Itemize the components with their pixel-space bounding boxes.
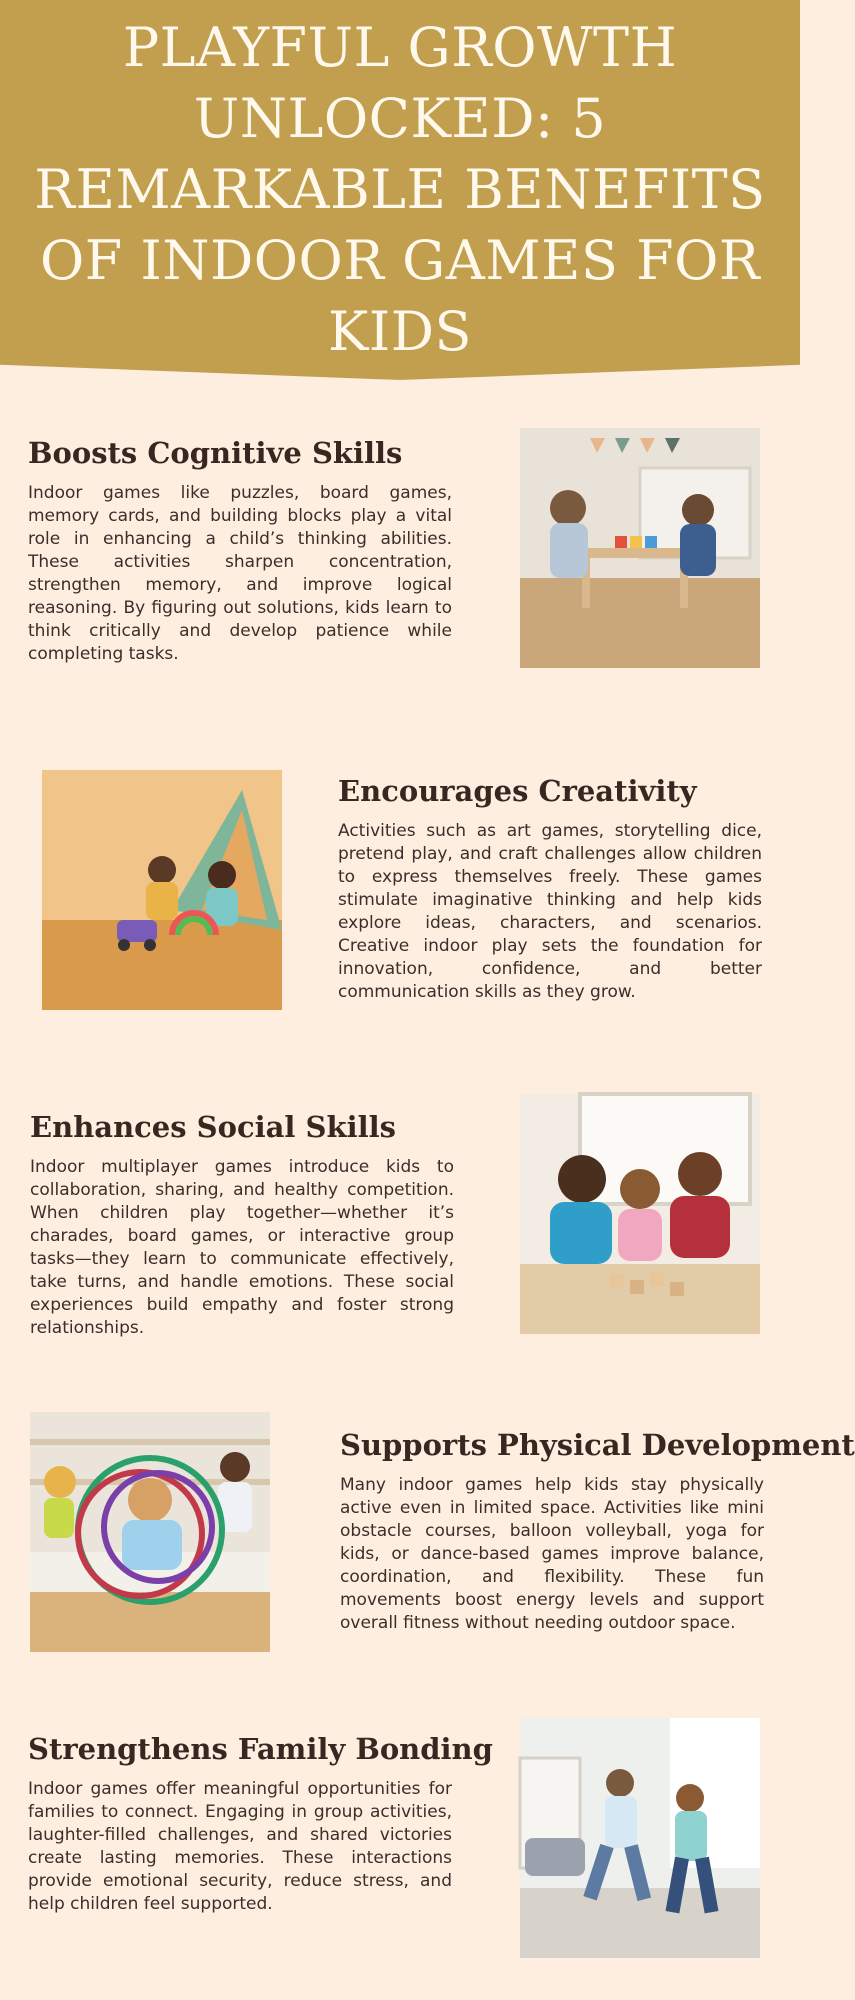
kids-hoops-photo bbox=[30, 1412, 270, 1652]
section-physical bbox=[340, 1428, 855, 1635]
section-cognitive bbox=[28, 436, 452, 666]
section-body: Indoor games like puzzles, board games, memory cards, and building blocks play a vital role in enhancing a child’s thinking abilities. These activities sharpen concentration, strengthen memory, and improve logical reasoning. By figuring out solutions, kids learn to think critically and develop patience while completing tasks. bbox=[28, 483, 452, 664]
family-dancing-photo bbox=[520, 1718, 760, 1958]
section-creativity bbox=[338, 774, 762, 1004]
kids-group-blocks-photo bbox=[520, 1094, 760, 1334]
section-heading: Encourages Creativity bbox=[338, 774, 697, 808]
section-family bbox=[28, 1732, 493, 1916]
section-heading: Strengthens Family Bonding bbox=[28, 1732, 493, 1766]
kids-tent-play-photo bbox=[42, 770, 282, 1010]
section-body: Many indoor games help kids stay physically active even in limited space. Activities like mini obstacle courses, balloon volleyball, yoga for kids, or dance-based games improve balance, coordination, and flexibility. These fun movements boost energy levels and support overall fitness without needing outdoor space. bbox=[340, 1475, 764, 1633]
section-heading: Supports Physical Development bbox=[340, 1428, 855, 1462]
section-social bbox=[30, 1110, 454, 1340]
page-title: PLAYFUL GROWTH UNLOCKED: 5 REMARKABLE BENEFITS OF INDOOR GAMES FOR KIDS bbox=[34, 16, 766, 363]
kids-playing-blocks-photo bbox=[520, 428, 760, 668]
section-heading: Enhances Social Skills bbox=[30, 1110, 396, 1144]
section-body: Activities such as art games, storytelling dice, pretend play, and craft challenges allow children to express themselves freely. These games stimulate imaginative thinking and help kids explore ideas, characters, and scenarios. Creative indoor play sets the foundation for innovation, confidence, and better communication skills as they grow. bbox=[338, 821, 762, 1002]
section-heading: Boosts Cognitive Skills bbox=[28, 436, 403, 470]
section-body: Indoor games offer meaningful opportunities for families to connect. Engaging in group activities, laughter-filled challenges, and shared victories create lasting memories. These interactions provide emotional security, reduce stress, and help children feel supported. bbox=[28, 1779, 452, 1914]
section-body: Indoor multiplayer games introduce kids to collaboration, sharing, and healthy competition. When children play together—whether it’s charades, board games, or interactive group tasks—they learn to communicate effectively, take turns, and handle emotions. These social experiences build empathy and foster strong relationships. bbox=[30, 1157, 454, 1338]
